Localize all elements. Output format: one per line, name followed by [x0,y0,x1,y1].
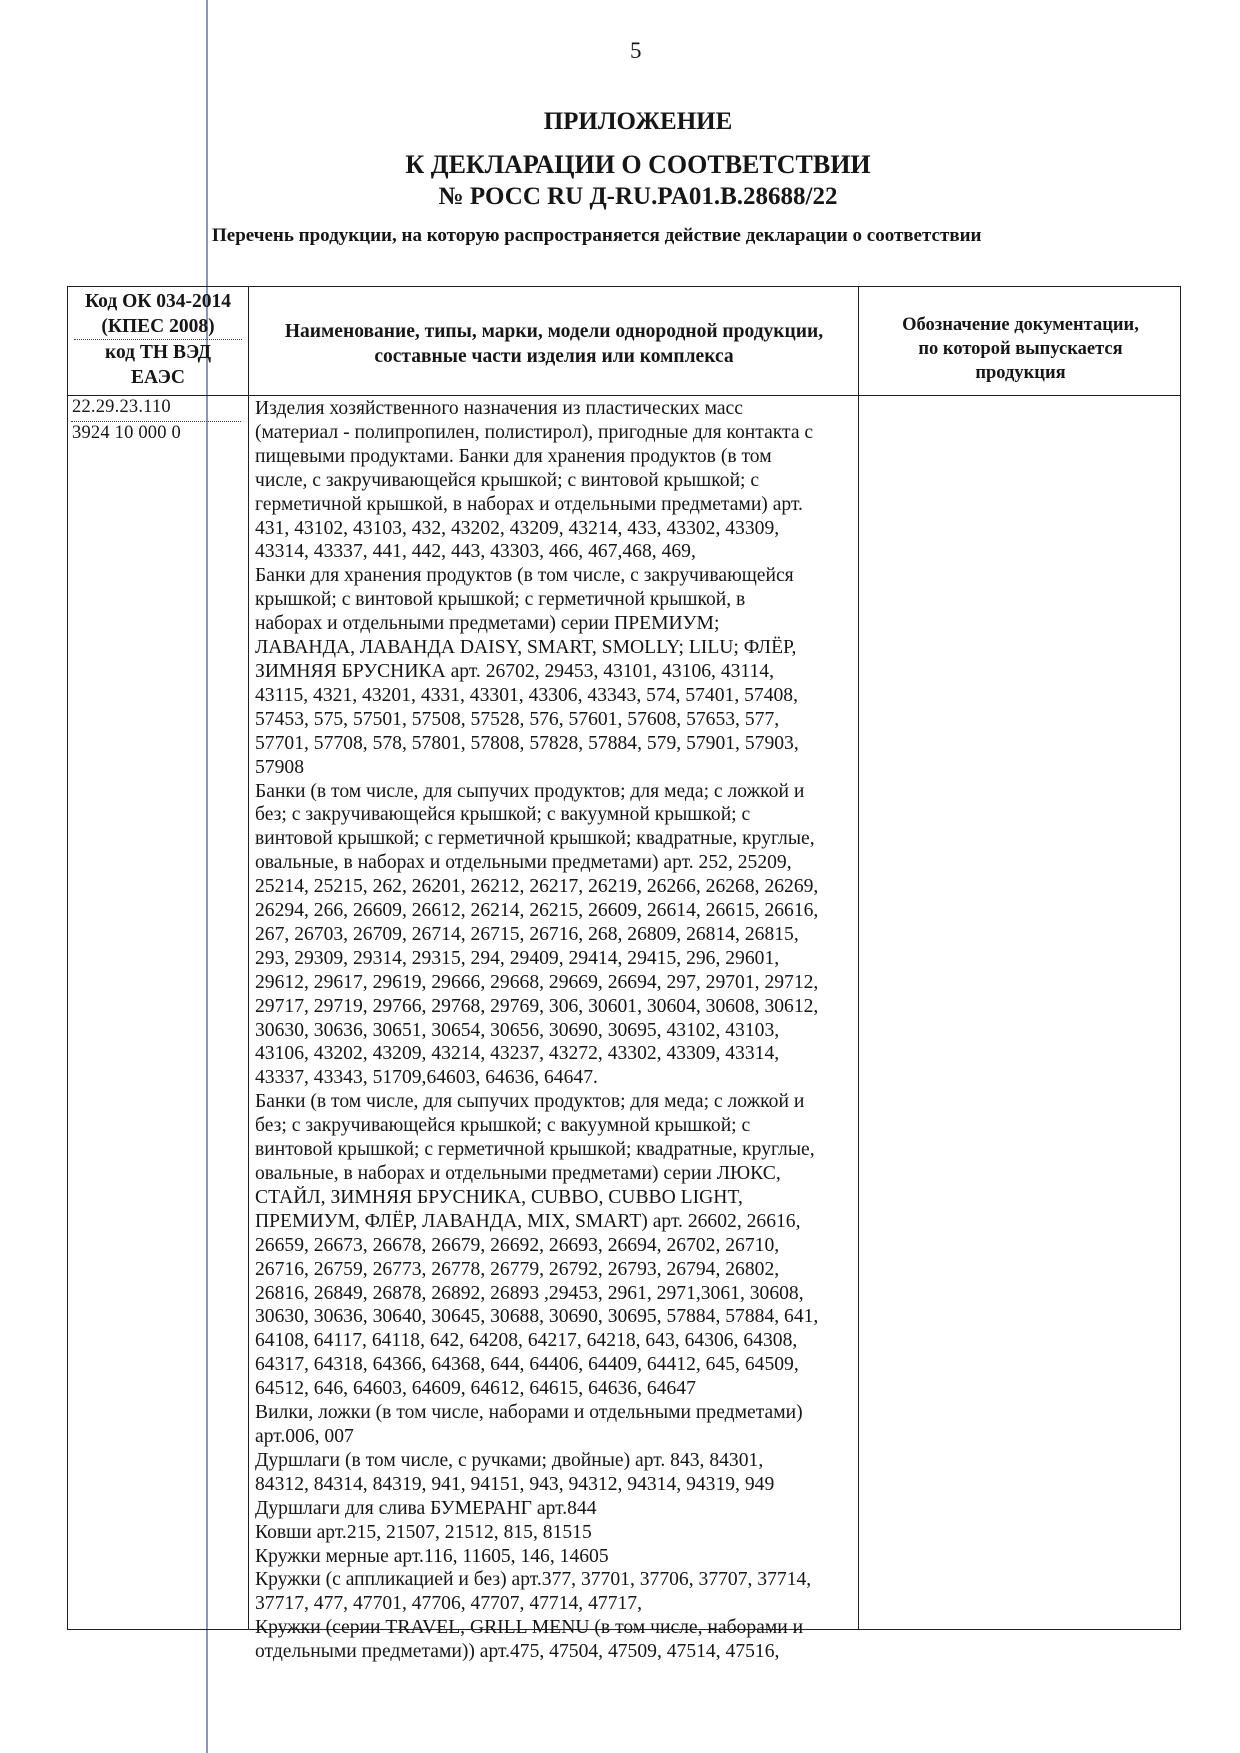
header-docs-line: Обозначение документации, [902,315,1139,335]
product-description [255,397,855,1664]
description-line: 43337, 43343, 51709,64603, 64636, 64647. [255,1067,598,1089]
description-line: 30630, 30636, 30640, 30645, 30688, 30690, 30695, 57884, 57884, 641, [255,1306,819,1328]
page-number: 5 [630,38,642,63]
header-docs-column [868,313,1173,385]
description-line: 57701, 57708, 578, 57801, 57808, 57828, 57884, 579, 57901, 57903, [255,732,799,754]
description-line: 26716, 26759, 26773, 26778, 26779, 26792, 26793, 26794, 26802, [255,1258,780,1280]
document-subtitle: Перечень продукции, на которую распространяется действие декларации о соответствии [212,225,982,246]
table-divider [858,287,859,1629]
description-line: Кружки (с аппликацией и без) арт.377, 37701, 37706, 37707, 37714, [255,1569,812,1591]
description-line: (материал - полипропилен, полистирол), пригодные для контакта с [255,421,814,443]
description-line: винтовой крышкой; с герметичной крышкой; квадратные, круглые, [255,828,815,850]
description-line: Дуршлаги для слива БУМЕРАНГ арт.844 [255,1497,597,1519]
description-line: ЗИМНЯЯ БРУСНИКА арт. 26702, 29453, 43101, 43106, 43114, [255,660,774,682]
description-line: 64317, 64318, 64366, 64368, 644, 64406, 64409, 64412, 645, 64509, [255,1354,799,1376]
description-line: 64108, 64117, 64118, 642, 64208, 64217, 64218, 643, 64306, 64308, [255,1330,798,1352]
description-line: пищевыми продуктами. Банки для хранения продуктов (в том [255,445,772,467]
description-line: 64512, 646, 64603, 64609, 64612, 64615, 64636, 64647 [255,1378,696,1400]
description-line: ПРЕМИУМ, ФЛЁР, ЛАВАНДА, MIX, SMART) арт. 26602, 26616, [255,1210,801,1232]
header-name-line: составные части изделия или комплекса [374,346,734,367]
description-line: 43314, 43337, 441, 442, 443, 43303, 466, 467,468, 469, [255,541,696,563]
document-title-declaration: К ДЕКЛАРАЦИИ О СООТВЕТСТВИИ [405,150,871,179]
description-line: Изделия хозяйственного назначения из пластических масс [255,398,743,419]
header-code-eaes: ЕАЭС [131,367,185,388]
header-docs-line: продукция [975,363,1066,383]
description-line: 26294, 266, 26609, 26612, 26214, 26215, 26609, 26614, 26615, 26616, [255,900,819,922]
header-code-kpes: (КПЕС 2008) [74,314,242,340]
description-line: Кружки (серии TRAVEL, GRILL MENU (в том числе, наборами и [255,1617,804,1639]
description-line: ЛАВАНДА, ЛАВАНДА DAISY, SMART, SMOLLY; LILU; ФЛЁР, [255,637,797,659]
header-code-tnved: код ТН ВЭД [105,342,211,363]
header-name-line: Наименование, типы, марки, модели однородной продукции, [284,321,824,342]
description-line: числе, с закручивающейся крышкой; с винтовой крышкой; с [255,469,760,491]
header-docs-line: по которой выпускается [918,339,1123,359]
declaration-number: № РОСС RU Д-RU.PA01.В.28688/22 [438,183,838,210]
table-header-divider [68,395,1180,396]
description-line: Ковши арт.215, 21507, 21512, 815, 81515 [255,1521,592,1543]
description-line: 26659, 26673, 26678, 26679, 26692, 26693, 26694, 26702, 26710, [255,1234,780,1256]
description-line: 293, 29309, 29314, 29315, 294, 29409, 29414, 29415, 296, 29601, [255,947,780,969]
description-line: 57453, 575, 57501, 57508, 57528, 576, 57601, 57608, 57653, 577, [255,708,780,730]
description-line: 29717, 29719, 29766, 29768, 29769, 306, 30601, 30604, 30608, 30612, [255,995,819,1017]
table-divider [248,287,249,1629]
description-line: 43115, 4321, 43201, 4331, 43301, 43306, 43343, 574, 57401, 57408, [255,684,798,706]
description-line: Вилки, ложки (в том числе, наборами и отдельными предметами) [255,1402,803,1424]
description-line: 30630, 30636, 30651, 30654, 30656, 30690, 30695, 43102, 43103, [255,1019,780,1041]
description-line: 26816, 26849, 26878, 26892, 26893 ,29453, 2961, 2971,3061, 30608, [255,1282,804,1304]
description-line: 431, 43102, 43103, 432, 43202, 43209, 43214, 433, 43302, 43309, [255,517,780,539]
description-line: наборах и отдельными предметами) серии ПРЕМИУМ; [255,613,720,635]
description-line: без; с закручивающейся крышкой; с вакуумной крышкой; с [255,1115,751,1137]
description-line: Банки (в том числе, для сыпучих продуктов; для меда; с ложкой и [255,780,805,802]
description-line: Кружки мерные арт.116, 11605, 146, 14605 [255,1545,609,1567]
description-line: герметичной крышкой, в наборах и отдельными предметами) арт. [255,493,803,515]
description-line: 84312, 84314, 84319, 941, 94151, 943, 94312, 94314, 94319, 949 [255,1473,775,1495]
description-line: 43106, 43202, 43209, 43214, 43237, 43272, 43302, 43309, 43314, [255,1043,780,1065]
description-line: овальные, в наборах и отдельными предметами) серии ЛЮКС, [255,1163,781,1184]
description-line: без; с закручивающейся крышкой; с вакуумной крышкой; с [255,804,751,826]
description-line: 29612, 29617, 29619, 29666, 29668, 29669, 26694, 297, 29701, 29712, [255,971,819,993]
description-line: отдельными предметами)) арт.475, 47504, 47509, 47514, 47516, [255,1641,780,1663]
description-line: овальные, в наборах и отдельными предметами) арт. 252, 25209, [255,852,792,874]
header-code-column [68,289,248,390]
header-name-column [258,319,850,369]
row-code-tnved: 3924 10 000 0 [72,423,181,443]
description-line: 25214, 25215, 262, 26201, 26212, 26217, 26219, 26266, 26268, 26269, [255,876,819,898]
description-line: Банки (в том числе, для сыпучих продуктов; для меда; с ложкой и [255,1091,805,1113]
description-line: 57908 [255,756,304,778]
code-separator [71,421,241,422]
description-line: СТАЙЛ, ЗИМНЯЯ БРУСНИКА, CUBBO, CUBBO LIGHT, [255,1186,743,1208]
description-line: винтовой крышкой; с герметичной крышкой; квадратные, круглые, [255,1139,815,1161]
description-line: 267, 26703, 26709, 26714, 26715, 26716, 268, 26809, 26814, 26815, [255,923,799,945]
description-line: Банки для хранения продуктов (в том числе, с закручивающейся [255,565,794,587]
description-line: Дуршлаги (в том числе, с ручками; двойные) арт. 843, 84301, [255,1449,764,1471]
description-line: арт.006, 007 [255,1425,354,1447]
products-table [67,286,1181,1663]
description-line: крышкой; с винтовой крышкой; с герметичной крышкой, в [255,589,746,611]
header-code-okpd: Код ОК 034-2014 [84,291,232,312]
document-title: ПРИЛОЖЕНИЕ [543,108,733,135]
description-line: 37717, 477, 47701, 47706, 47707, 47714, 47717, [255,1593,642,1615]
row-code-okpd: 22.29.23.110 [72,397,171,417]
